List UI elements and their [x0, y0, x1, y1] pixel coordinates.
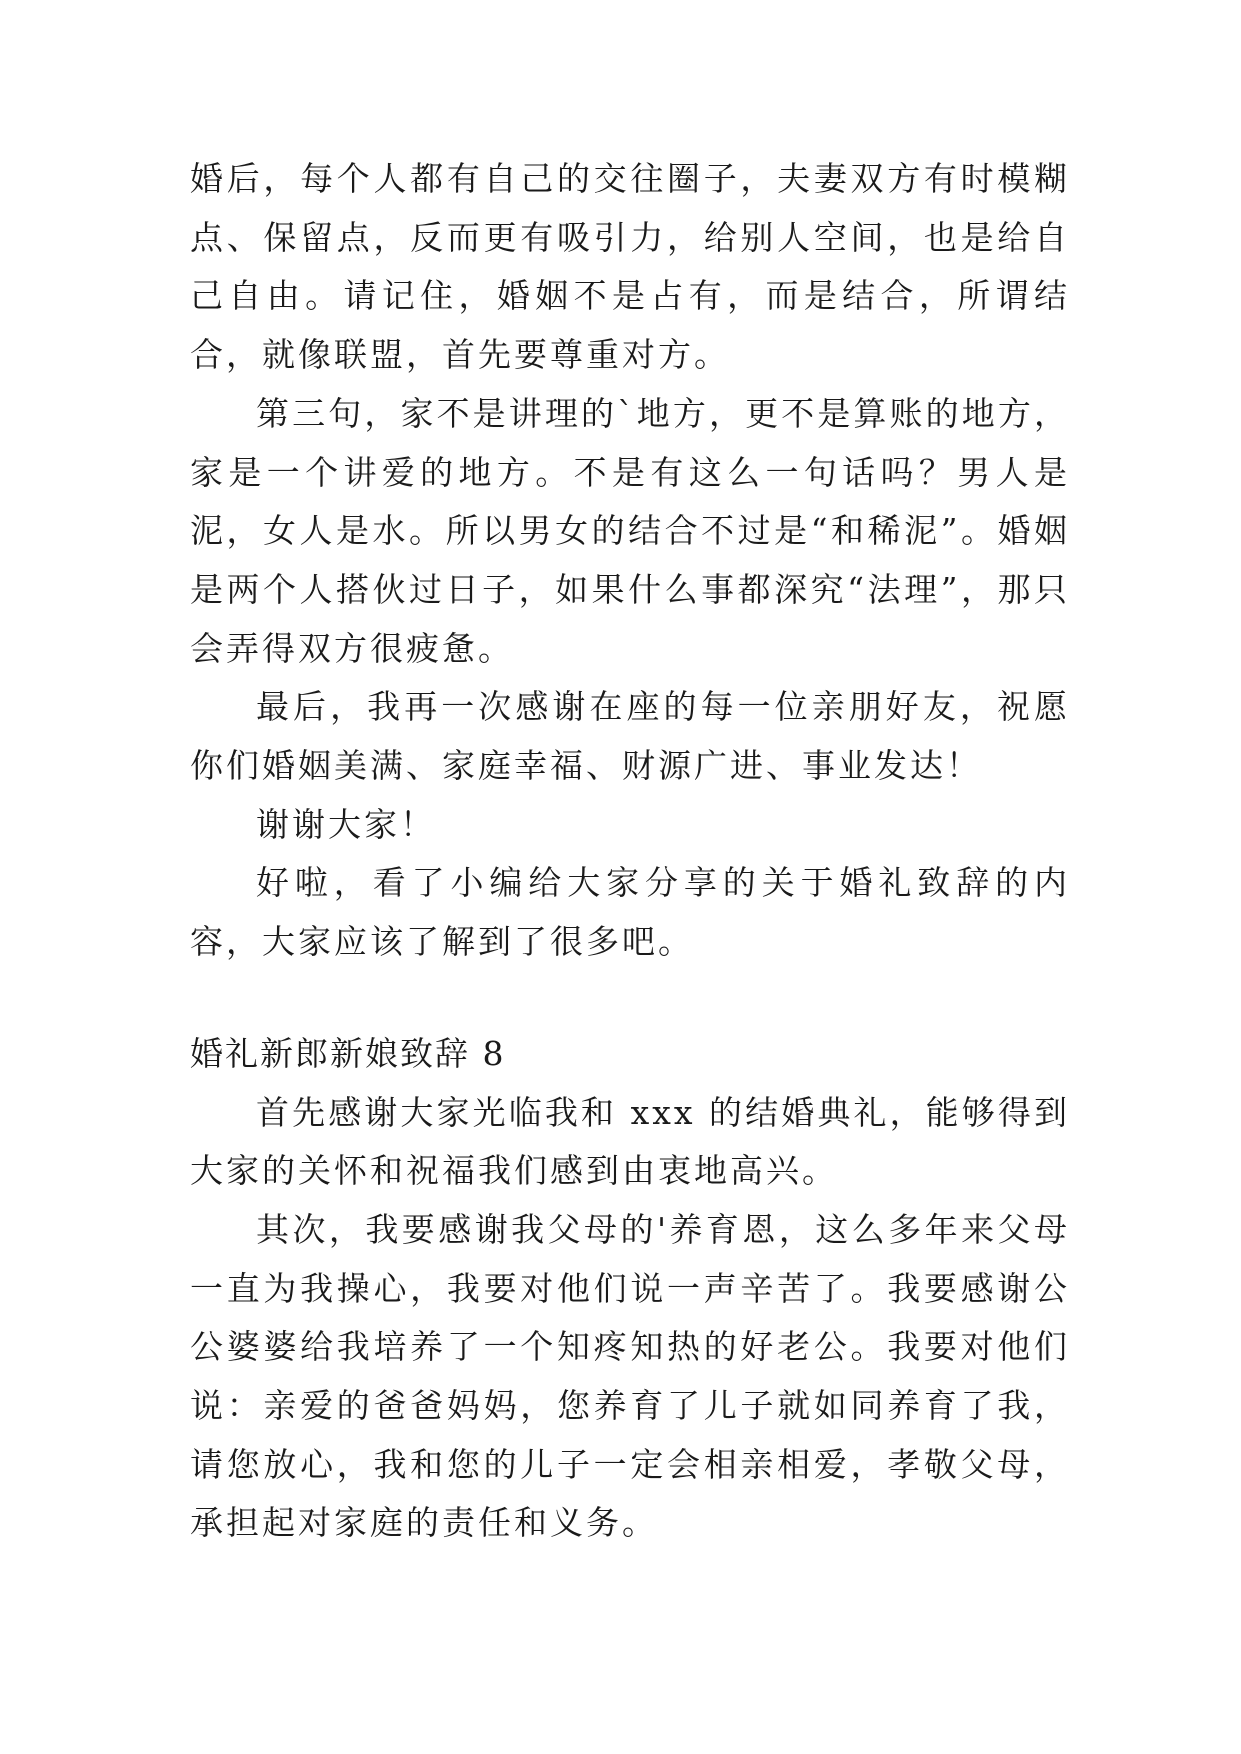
paragraph: 婚后，每个人都有自己的交往圈子，夫妻双方有时模糊点、保留点，反而更有吸引力，给别人空间，也是给自己自由。请记住，婚姻不是占有，而是结合，所谓结合，就像联盟，首先要尊重对方。: [190, 159, 1070, 375]
paragraph: 首先感谢大家光临我和 xxx 的结婚典礼，能够得到大家的关怀和祝福我们感到由衷地高兴。: [190, 1092, 1070, 1191]
paragraph: 最后，我再一次感谢在座的每一位亲朋好友，祝愿你们婚姻美满、家庭幸福、财源广进、事业发达！: [190, 687, 1070, 786]
paragraph: 第三句，家不是讲理的`地方，更不是算账的地方，家是一个讲爱的地方。不是有这么一句话吗？男人是泥，女人是水。所以男女的结合不过是“和稀泥”。婚姻是两个人搭伙过日子，如果什么事都深究“法理”，那只会弄得双方很疲惫。: [190, 393, 1070, 668]
document-body: [190, 150, 1070, 1553]
paragraph: 其次，我要感谢我父母的'养育恩，这么多年来父母一直为我操心，我要对他们说一声辛苦了。我要感谢公公婆婆给我培养了一个知疼知热的好老公。我要对他们说：亲爱的爸爸妈妈，您养育了儿子就如同养育了我，请您放心，我和您的儿子一定会相亲相爱，孝敬父母，承担起对家庭的责任和义务。: [190, 1209, 1070, 1543]
section-heading: 婚礼新郎新娘致辞 8: [190, 1033, 506, 1073]
paragraph: 好啦，看了小编给大家分享的关于婚礼致辞的内容，大家应该了解到了很多吧。: [190, 863, 1070, 962]
paragraph: 谢谢大家！: [256, 804, 436, 844]
